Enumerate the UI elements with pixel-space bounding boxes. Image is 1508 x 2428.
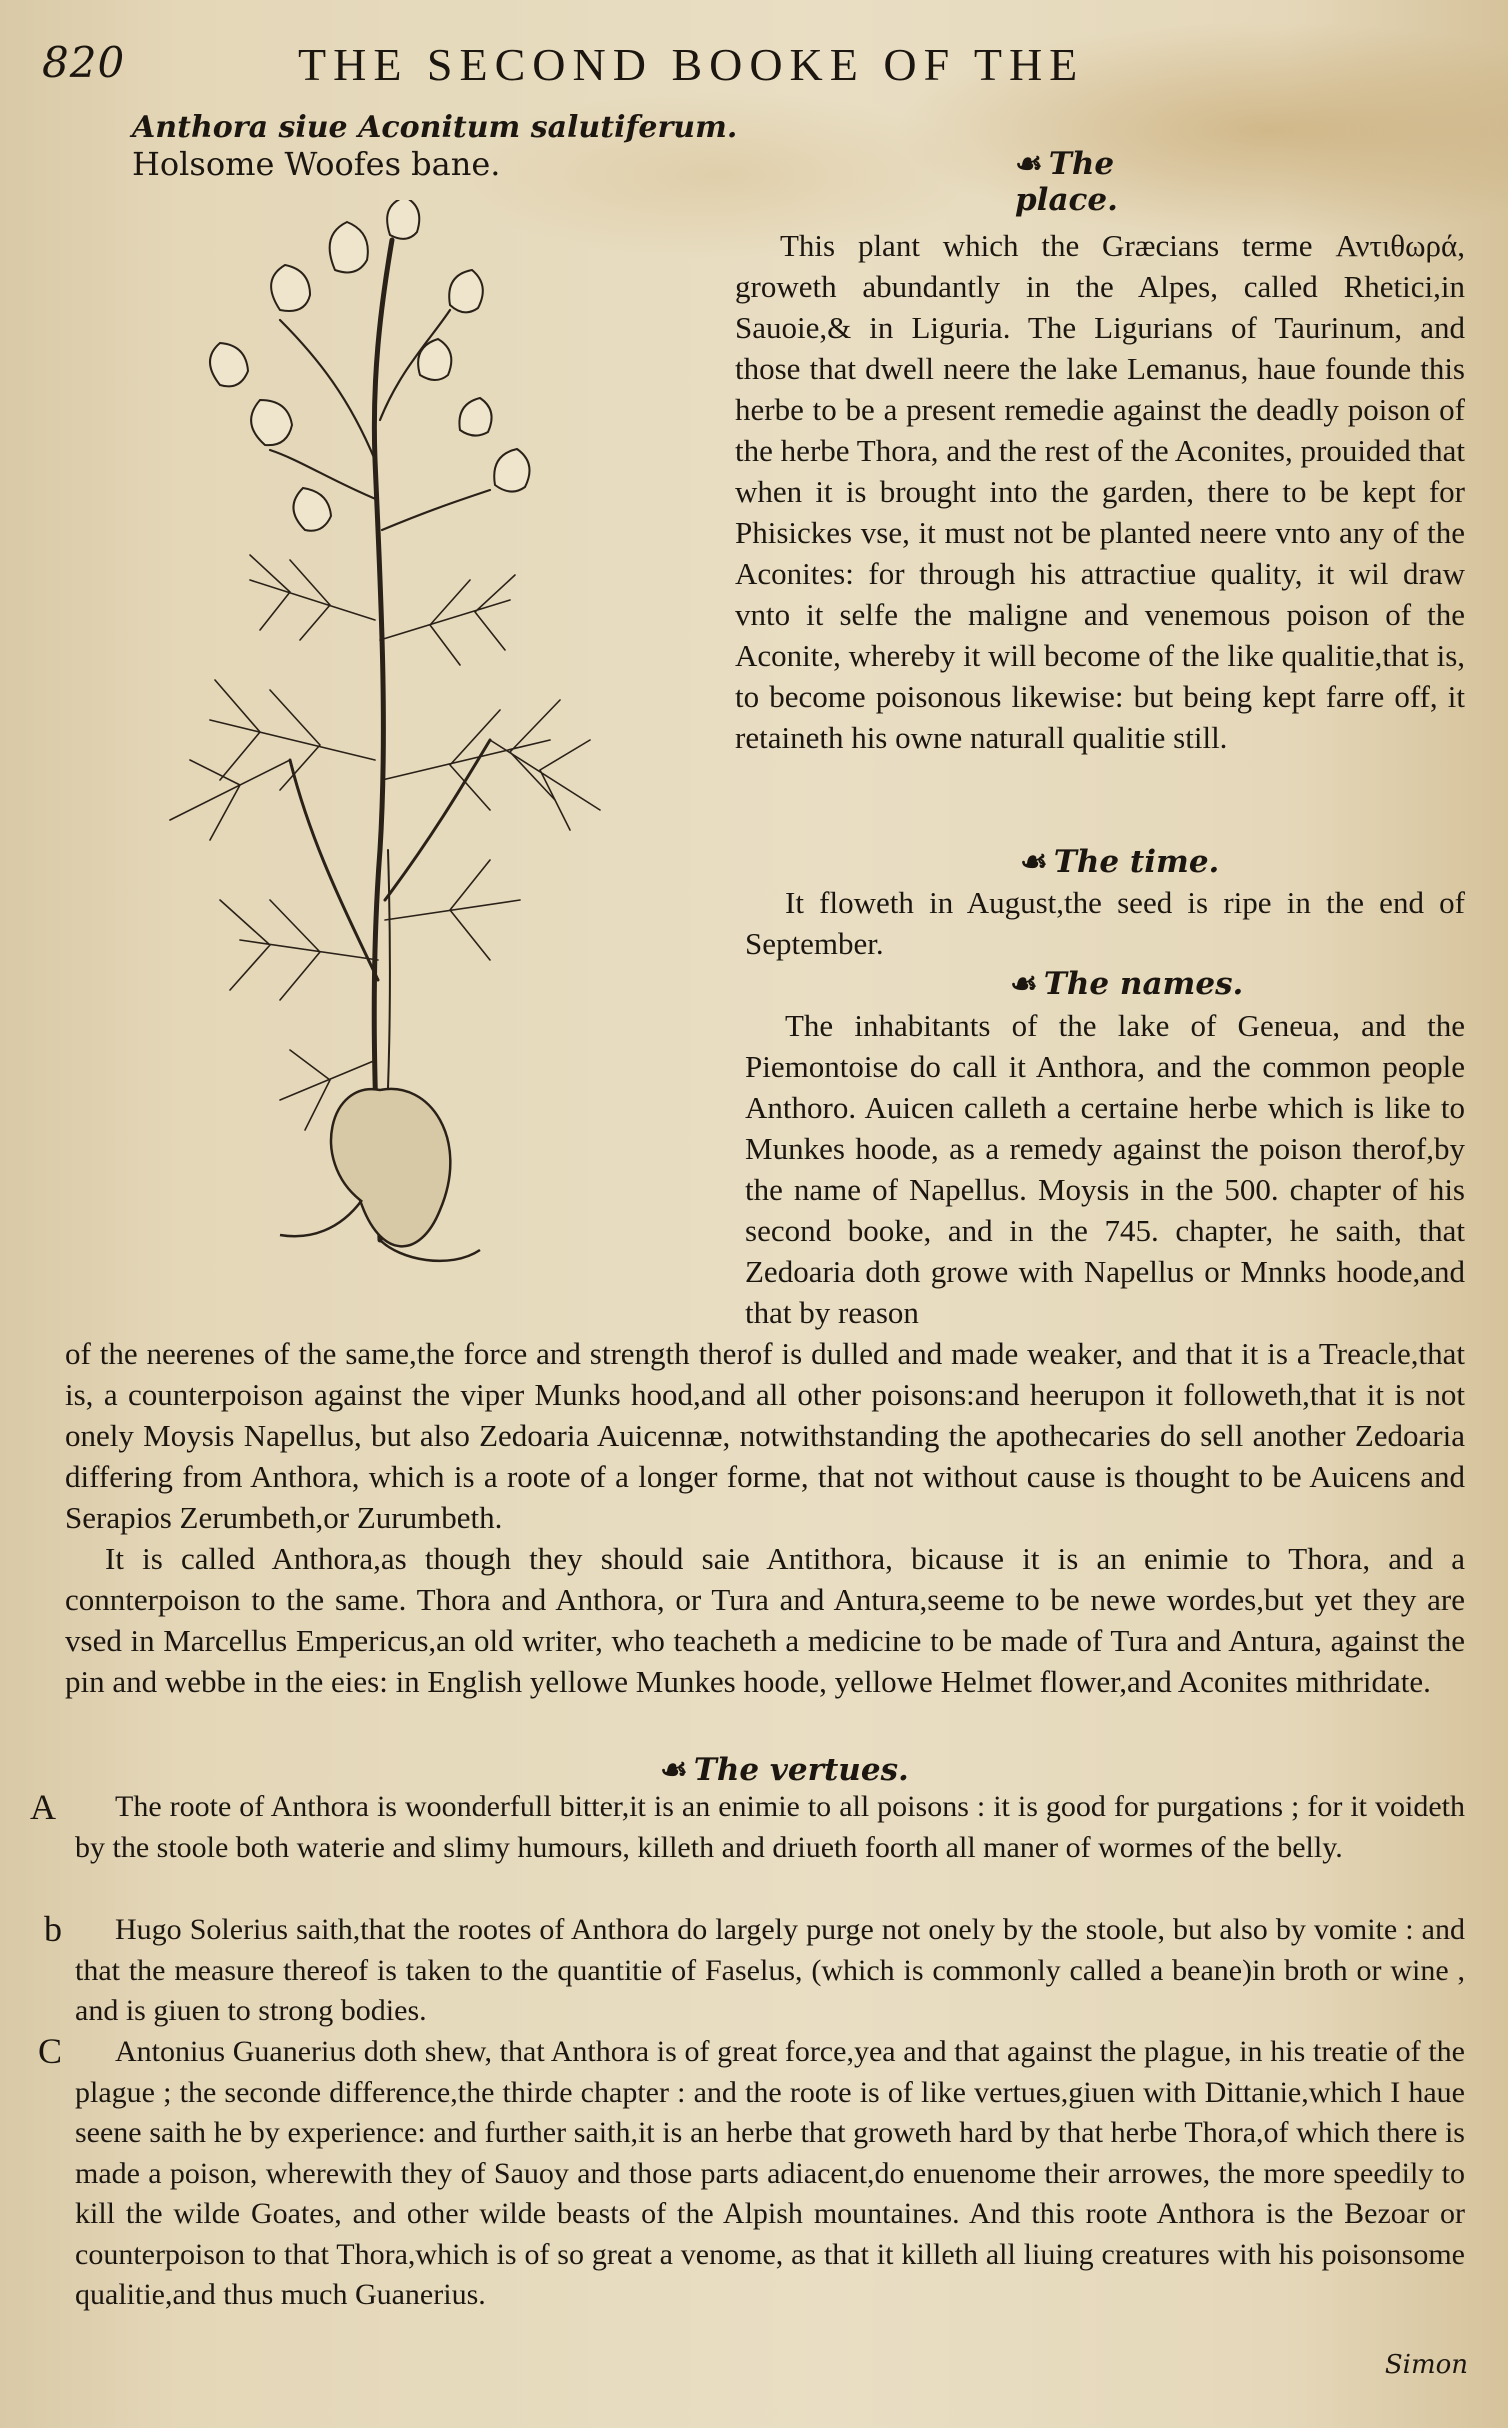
plant-woodcut-illustration (130, 200, 650, 1280)
catchword: Simon (1384, 2350, 1468, 2380)
page-number: 820 (42, 38, 126, 87)
place-paragraph: This plant which the Græcians terme Αντιθωρά, groweth abundantly in the Alpes, called Rhetici,in Sauoie,& in Liguria. The Ligurians of Taurinum, and those that dwell neere the lake Lemanus, haue founde this herbe to be a present remedie against the deadly poison of the herbe Thora, and the rest of the Aconites, prouided that when it is brought into the garden, there to be kept for Phisickes vse, it must not be planted neere vnto any of the Aconites: for through his attractiue quality, it wil draw vnto it selfe the maligne and venemous poison of the Aconite, whereby it will become of the like qualitie,that is, to become poisonous likewise: but being kept farre off, it retaineth his owne naturall qualitie still. (735, 228, 1466, 755)
names-paragraph-2: It is called Anthora,as though they should saie Antithora, bicause it is an enimie to Thora, and a connterpoison to the same. Thora and Anthora, or Tura and Antura,seeme to be newe wordes,but yet they are vsed in Marcellus Empericus,an old writer, who teacheth a medicine to be made of Tura and Antura, against the pin and webbe in the eies: in English yellowe Munkes hoode, yellowe Helmet flower,and Aconites mithridate. (65, 1541, 1465, 1699)
heading-the-vertues: ☙ The vertues. (660, 1752, 909, 1788)
vertue-marker-a: A (30, 1787, 56, 1827)
running-title: THE SECOND BOOKE OF THE (298, 39, 1085, 90)
vertue-b-text: Hugo Solerius saith,that the rootes of Anthora do largely purge not onely by the stoole, but also by vomite : and that the measure thereof is taken to the quantitie of Faselus, (which is commonly called a beane)in broth or wine , and is giuen to strong bodies. (75, 1913, 1465, 2027)
vertue-c-text: Antonius Guanerius doth shew, that Anthora is of great force,yea and that against the plague, in his treatie of the plague ; the seconde difference,the thirde chapter : and the roote is of like vertues,giuen with Dittanie,which I haue seene saith he by experience: and further saith,it is an herbe that groweth hard by that herbe Thora,of which there is made a poison, wherewith they of Sauoy and those parts adiacent,do enuenome their arrowes, the more speedily to kill the wilde Goates, and other wilde beasts of the Alpish mountaines. And this roote Anthora is the Bezoar or counterpoison to that Thora,which is of so great a venome, as that it killeth all liuing creatures with his poisonsome qualitie,and thus much Guanerius. (75, 2035, 1465, 2311)
names-paragraph-upper: The inhabitants of the lake of Geneua, and the Piemontoise do call it Anthora, and the common people Anthoro. Auicen calleth a certaine herbe which is like to Munkes hoode, as a remedy against the poison therof,by the name of Napellus. Moysis in the 500. chapter of his second booke, and in the 745. chapter, he saith, that Zedoaria doth growe with Napellus or Mnnks hoode,and that by reason (745, 1008, 1465, 1330)
vertue-marker-c: C (38, 2031, 63, 2071)
flower-mark-icon: ☙ (1010, 966, 1038, 1002)
vertue-a-text: The roote of Anthora is woonderfull bitter,it is an enimie to all poisons : it is good for purgations ; for it voideth by the stoole both waterie and slimy humours, killeth and driueth foorth all maner of wormes of the belly. (75, 1790, 1465, 1864)
vertue-marker-b: b (44, 1909, 62, 1949)
names-paragraph-lower: of the neerenes of the same,the force and strength therof is dulled and made weaker, and that it is a Treacle,that is, a counterpoison against the viper Munks hood,and all other poisons:and heerupon it followeth,that it is not onely Moysis Napellus, but also Zedoaria Auicennæ, notwithstanding the apothecaries do sell another Zedoaria differing from Anthora, which is a roote of a longer forme, that not without cause is thought to be Auicens and Serapios Zerumbeth,or Zurumbeth. (65, 1336, 1465, 1535)
heading-the-names: ☙ The names. (1010, 966, 1244, 1002)
time-paragraph: It floweth in August,the seed is ripe in the end of September. (745, 885, 1465, 961)
heading-the-place: ☙ The place. (1015, 146, 1118, 218)
flower-mark-icon: ☙ (1020, 844, 1048, 880)
flower-mark-icon: ☙ (1015, 146, 1043, 182)
flower-mark-icon: ☙ (660, 1752, 688, 1788)
plant-english-name: Holsome Woofes bane. (132, 145, 501, 183)
heading-the-time: ☙ The time. (1020, 844, 1220, 880)
plant-latin-name: Anthora siue Aconitum salutiferum. (132, 110, 738, 145)
